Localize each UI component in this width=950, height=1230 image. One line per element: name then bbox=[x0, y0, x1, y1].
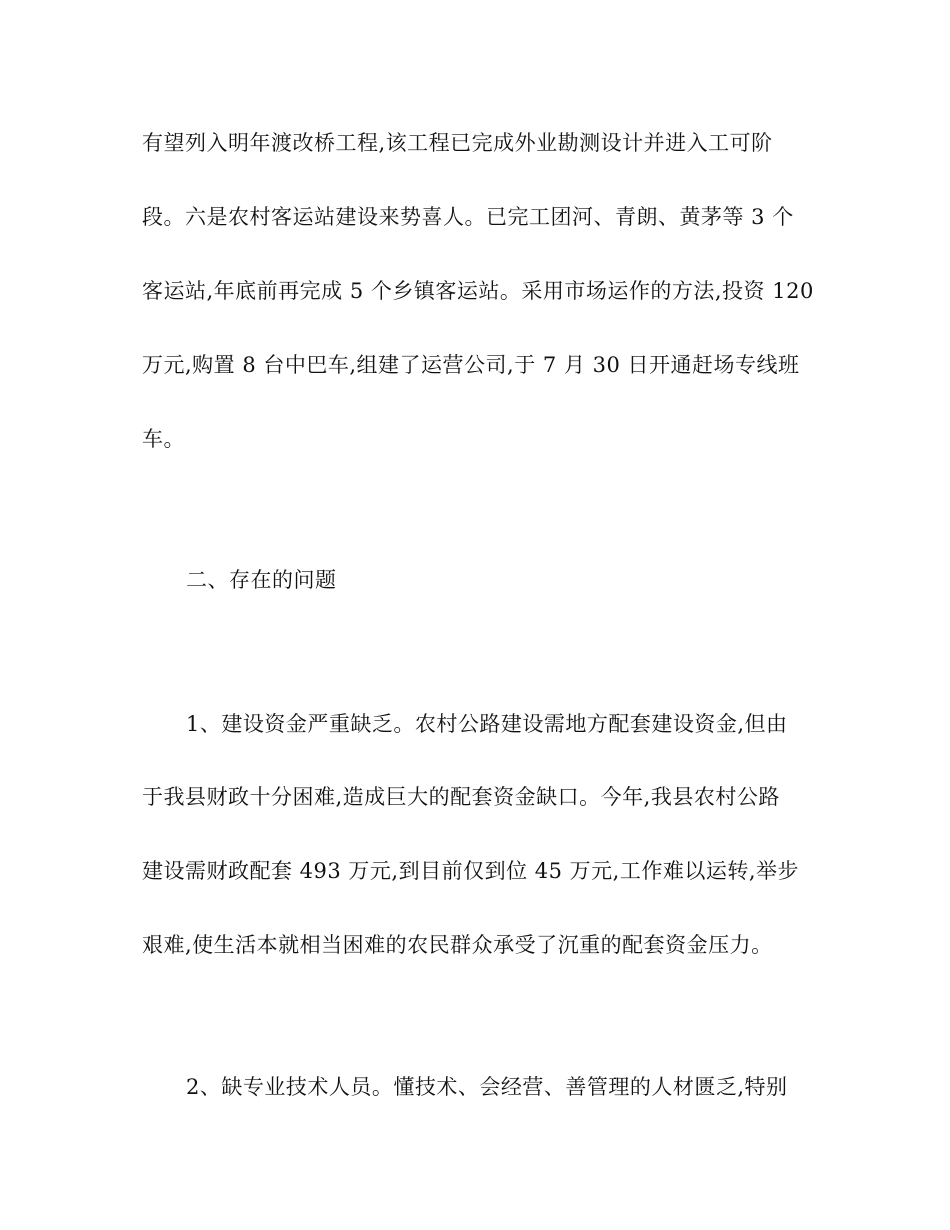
text-line: 2、缺专业技术人员。懂技术、会经营、善管理的人材匮乏,特别 bbox=[186, 1075, 788, 1099]
section-heading: 二、存在的问题 bbox=[186, 568, 337, 592]
text-line: 建设需财政配套 493 万元,到目前仅到位 45 万元,工作难以运转,举步 bbox=[142, 859, 800, 883]
text-line: 车。 bbox=[142, 427, 185, 451]
text-line: 于我县财政十分困难,造成巨大的配套资金缺口。今年,我县农村公路 bbox=[142, 785, 780, 809]
text-line: 段。六是农村客运站建设来势喜人。已完工团河、青朗、黄茅等 3 个 bbox=[142, 205, 794, 229]
text-line: 艰难,使生活本就相当困难的农民群众承受了沉重的配套资金压力。 bbox=[142, 933, 773, 957]
text-line: 万元,购置 8 台中巴车,组建了运营公司,于 7 月 30 日开通赶场专线班 bbox=[142, 353, 800, 377]
text-line: 1、建设资金严重缺乏。农村公路建设需地方配套建设资金,但由 bbox=[186, 712, 788, 736]
text-line: 有望列入明年渡改桥工程,该工程已完成外业勘测设计并进入工可阶 bbox=[142, 131, 773, 155]
text-line: 客运站,年底前再完成 5 个乡镇客运站。采用市场运作的方法,投资 120 bbox=[142, 279, 814, 303]
